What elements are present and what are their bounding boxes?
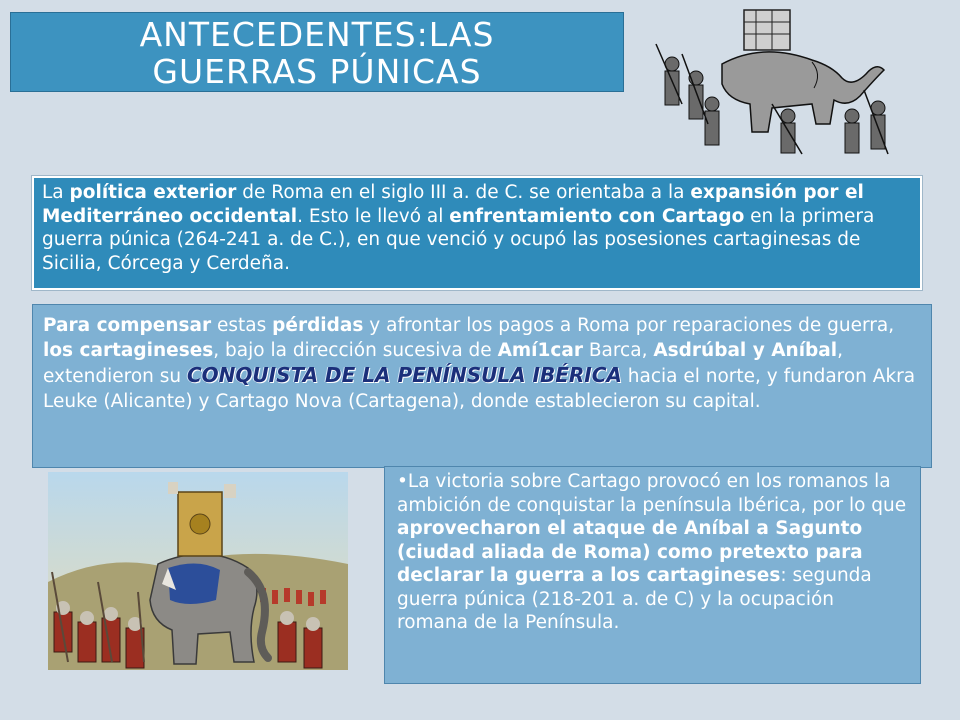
war-elephant-battle-painting (48, 472, 348, 670)
title-line-2: GUERRAS PÚNICAS (152, 52, 482, 91)
conquest-highlight: CONQUISTA DE LA PENÍNSULA IBÉRICA (187, 363, 622, 387)
carthaginian-conquest-text: Para compensar estas pérdidas y afrontar los pagos a Roma por reparaciones de guerra, los cartagineses, bajo la dirección sucesiva de Amí1car Barca, Asdrúbal y Aníbal, extendieron su CONQUISTA DE LA PENÍNSULA IBÉRICA hacia el norte, y fundaron Akra Leuke (Alicante) y Cartago Nova (Cartagena), donde establecieron su capital. (32, 304, 932, 468)
war-elephant-drawing (652, 4, 894, 156)
first-punic-war-text: La política exterior de Roma en el siglo III a. de C. se orientaba a la expansión por el Mediterráneo occidental. Esto le llevó al enfrentamiento con Cartago en la primera guerra púnica (264-241 a. de C.), en que venció y ocupó las posesiones cartaginesas de Sicilia, Córcega y Cerdeña. (32, 176, 922, 290)
slide-title (10, 12, 624, 92)
title-line-1: ANTECEDENTES:LAS (139, 15, 495, 54)
second-punic-war-text: •La victoria sobre Cartago provocó en los romanos la ambición de conquistar la península Ibérica, por lo que aprovecharon el ataque de Aníbal a Sagunto (ciudad aliada de Roma) como pretexto para declarar la guerra a los cartagineses: segunda guerra púnica (218-201 a. de C) y la ocupación romana de la Península. (384, 466, 921, 684)
